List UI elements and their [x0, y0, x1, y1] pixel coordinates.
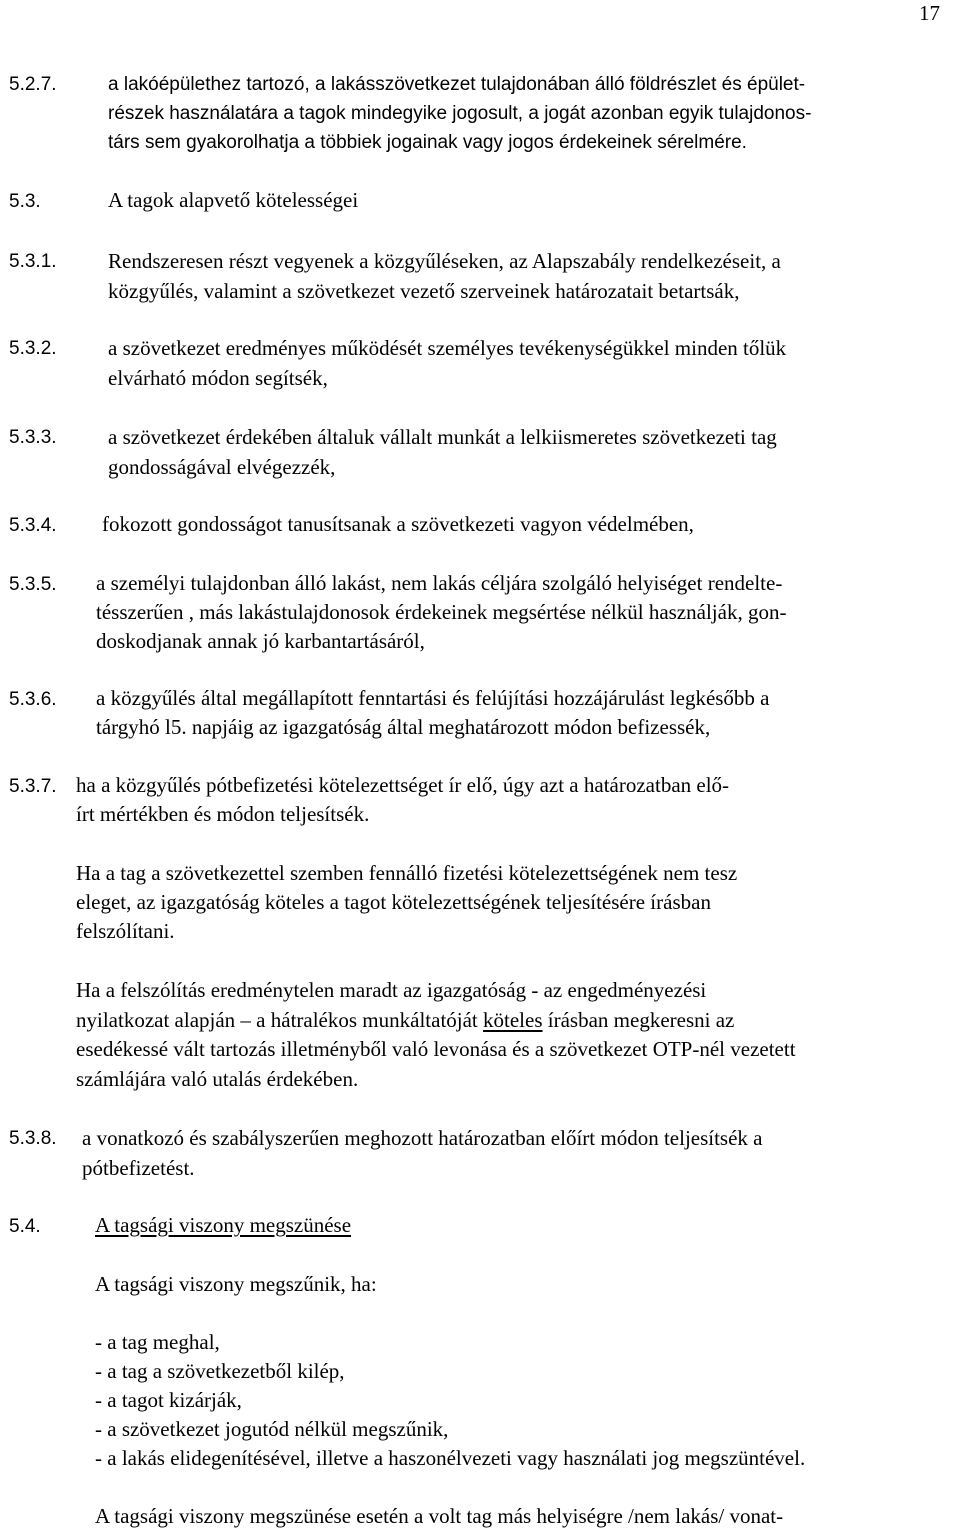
list-item: - a lakás elidegenítésével, illetve a haszonélvezeti vagy használati jog megszüntével. [95, 1446, 806, 1470]
section-number: 5.3.8. [9, 1128, 57, 1149]
paragraph-text: Rendszeresen részt vegyenek a közgyűléseken, az Alapszabály rendelkezéseit, a közgyűlés, valamint a szövetkezet vezető szerveinek határozatait betartsák, [108, 249, 781, 303]
termination-list [95, 1328, 805, 1473]
paragraph-text: a közgyűlés által megállapított fenntartási és felújítási hozzájárulást legkésőbb a tárgyhó l5. napjáig az igazgatóság által meghatározott módon befizessék, [96, 686, 770, 739]
underlined-word: köteles [483, 1007, 543, 1032]
paragraph-text: A tagsági viszony megszünése esetén a volt tag más helyiségre /nem lakás/ vonat- [95, 1504, 784, 1528]
section-number: 5.3.1. [9, 251, 57, 272]
page-number: 17 [919, 1, 940, 25]
section-title: A tagok alapvető kötelességei [108, 188, 359, 212]
paragraph-text: a szövetkezet érdekében általuk vállalt munkát a lelkiismeretes szövetkezeti tag gondosságával elvégezzék, [108, 425, 777, 479]
section-title: A tagsági viszony megszünése [95, 1213, 352, 1237]
paragraph-text: Ha a tag a szövetkezettel szemben fennálló fizetési kötelezettségének nem tesz eleget, az igazgatóság köteles a tagot kötelezettségének teljesítésére írásban felszólítani. [76, 861, 738, 943]
list-item: - a tag a szövetkezetből kilép, [95, 1359, 345, 1383]
list-item: - a tag meghal, [95, 1330, 220, 1354]
section-number: 5.3.5. [9, 574, 57, 595]
section-number: 5.3.6. [9, 689, 57, 710]
section-number: 5.3.2. [9, 338, 57, 359]
paragraph-text: ha a közgyűlés pótbefizetési kötelezettséget ír elő, úgy azt a határozatban elő- írt mértékben és módon teljesítsék. [76, 773, 730, 826]
paragraph-text: a szövetkezet eredményes működését személyes tevékenységükkel minden tőlük elvárható módon segítsék, [108, 336, 787, 390]
list-item: - a tagot kizárják, [95, 1388, 242, 1412]
paragraph-text: a vonatkozó és szabályszerűen meghozott határozatban előírt módon teljesítsék a pótbefizetést. [82, 1126, 763, 1180]
section-number: 5.3.4. [9, 515, 57, 536]
paragraph-text: Ha a felszólítás eredménytelen maradt az igazgatóság - az engedményezési nyilatkozat alapján – a hátralékos munkáltatóját köteles írásban megkeresni az esedékessé vált tartozás illetményből való levonása és a szövetkezet OTP-nél vezetett számlájára való utalás érdekében. [76, 978, 796, 1091]
paragraph-text: a személyi tulajdonban álló lakást, nem lakás céljára szolgáló helyiséget rendelte- tésszerűen , más lakástulajdonosok érdekeinek megsértése nélkül használják, gon- doskodjanak annak jó karbantartásáról, [96, 571, 787, 653]
section-number: 5.4. [9, 1216, 41, 1237]
section-number: 5.3.7. [9, 776, 57, 797]
intro-text: A tagsági viszony megszűnik, ha: [95, 1272, 377, 1296]
paragraph-text: fokozott gondosságot tanusítsanak a szövetkezeti vagyon védelmében, [102, 512, 694, 536]
paragraph-text: a lakóépülethez tartozó, a lakásszövetkezet tulajdonában álló földrészlet és épület- részek használatára a tagok mindegyike jogosult, a jogát azonban egyik tulajdonos- társ sem gyakorolhatja a többiek jogainak vagy jogos érdekeinek sérelmére. [108, 74, 812, 153]
section-number: 5.3. [9, 191, 41, 212]
section-number: 5.3.3. [9, 427, 57, 448]
list-item: - a szövetkezet jogutód nélkül megszűnik, [95, 1417, 449, 1441]
section-number: 5.2.7. [9, 74, 57, 95]
